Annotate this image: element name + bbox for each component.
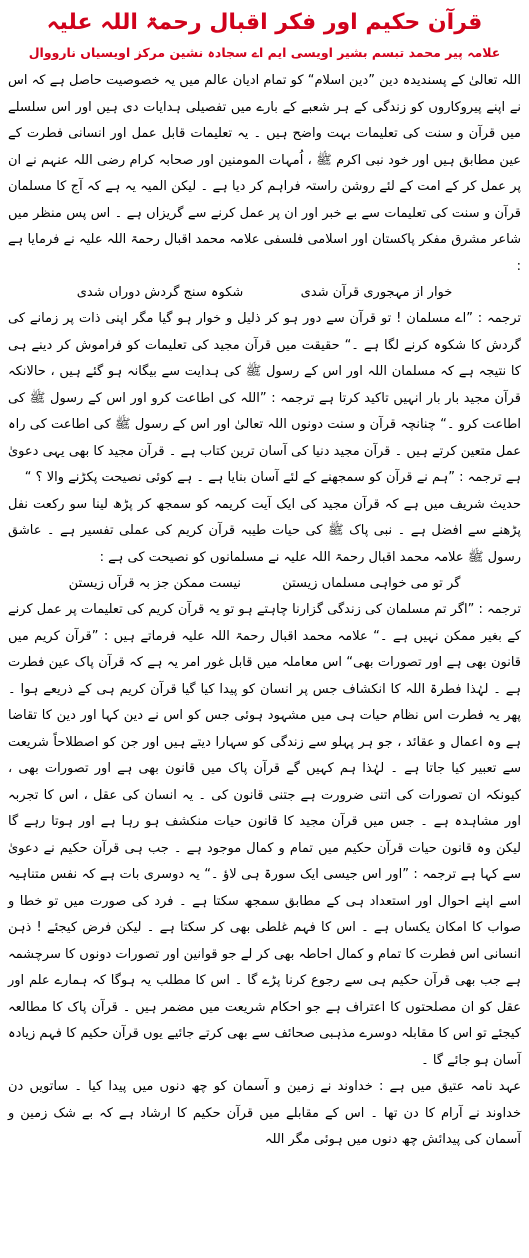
paragraph-intro: اللہ تعالیٰ کے پسندیدہ دین ”دین اسلام“ کو تمام ادیان عالم میں یہ خصوصیت حاصل ہے کہ اس نے اپنے پیروکاروں کو زندگی کے ہر شعبے کے بارے میں تفصیلی ہدایات دی ہیں اور اس سلسلے میں قرآن و سنت کی تعلیمات بہت واضح ہیں ۔ یہ تعلیمات قابل عمل اور انسانی فطرت کے عین مطابق ہیں اور خود نبی اکرم ﷺ ، اُمہات المومنین اور صحابہ کرام رضی اللہ عنہم نے ان پر عمل کر کے امت کے لئے روشن راستہ فراہم کر دیا ہے ۔ لیکن المیہ یہ ہے کہ آج کا مسلمان قرآن و سنت کی تعلیمات سے بے خبر اور ان پر عمل کرنے سے گریزاں ہے ۔ اس پس منظر میں شاعر مشرق مفکر پاکستان اور اسلامی فلسفی علامہ محمد اقبال رحمۃ اللہ علیہ نے فرمایا ہے : — [8, 73, 521, 274]
couplet-one-first-verse: خوار از مہجوری قرآن شدی — [300, 285, 453, 300]
author-byline: علامہ پیر محمد تبسم بشیر اویسی ایم اے سجادہ نشین مرکز اویسیاں نارووال — [28, 45, 501, 60]
paragraph-translation-one: ترجمہ : ”اے مسلمان ! تو قرآن سے دور ہو کر ذلیل و خوار ہو گیا مگر اپنی ذات پر زمانے کی گردش کا شکوہ کرنے لگا ہے ۔“ حقیقت میں قرآن مجید کی تعلیمات کو فراموش کر دینے ہی کا نتیجہ ہے کہ مسلمان اللہ اور اس کے رسول ﷺ کی ہدایت سے بیگانہ ہو گئے ہیں ، حالانکہ قرآن مجید بار بار انہیں تاکید کرتا ہے ترجمہ : ”اللہ کی اطاعت کرو اور اس کے رسول ﷺ کی اطاعت کرو ۔“ چنانچہ قرآن و سنت دونوں اللہ تعالیٰ اور اس کے رسول ﷺ کی اطاعت کی راہ عمل متعین کرتے ہیں ۔ قرآن مجید دنیا کی آسان ترین کتاب ہے ۔ قرآن مجید کا بھی یہی دعویٰ ہے ترجمہ : ”ہم نے قرآن کو سمجھنے کے لئے آسان بنایا ہے ۔ ہے کوئی نصیحت پکڑنے والا ؟ “ — [8, 311, 521, 485]
couplet-two-first-verse: گر تو می خواہی مسلماں زیستن — [282, 576, 461, 591]
article-title: قرآن حکیم اور فکر اقبال رحمۃ اللہ علیہ — [46, 10, 483, 35]
paragraph-hadith: حدیث شریف میں ہے کہ قرآن مجید کی ایک آیت کریمہ کو سمجھ کر پڑھ لینا سو رکعت نفل پڑھنے سے افضل ہے ۔ نبی پاک ﷺ کی حیات طیبہ قرآن کریم کی عملی تفسیر ہے ۔ عاشق رسول ﷺ علامہ محمد اقبال رحمۃ اللہ علیہ نے مسلمانوں کو نصیحت کی ہے : — [8, 496, 521, 565]
couplet-two — [8, 571, 521, 597]
couplet-one-second-verse: شکوہ سنج گردش دوراں شدی — [76, 285, 244, 300]
couplet-one — [8, 280, 521, 306]
paragraph-translation-two: ترجمہ : ”اگر تم مسلمان کی زندگی گزارنا چاہتے ہو تو یہ قرآن کریم کی تعلیمات پر عمل کرنے کے بغیر ممکن نہیں ہے ۔“ علامہ محمد اقبال رحمۃ اللہ علیہ فرماتے ہیں : ”قرآن کریم میں قانون بھی ہے اور تصورات بھی“ اس معاملہ میں قابل غور امر یہ ہے کہ قرآن پاک عین فطرت ہے ۔ لہٰذا فطرۃ اللہ کا انکشاف جس پر انسان کو پیدا کیا گیا قرآن کریم ہی کے ذریعے ہوا ۔ پھر یہ فطرت اس نظام حیات ہی میں مشہود ہوئی جس کو اس نے دین کہا اور دین کا تقاضا ہے وہ اعمال و عقائد ، جو ہر پہلو سے زندگی کو سہارا دیتے ہیں اور جن کو اصطلاحاً شریعت سے تعبیر کیا جاتا ہے ۔ لہٰذا ہم کہیں گے قرآن پاک میں قانون بھی ہے اور تصورات بھی ، کیونکہ ان تصورات کی اتنی ضرورت ہے جتنی قانون کی ۔ یہ انسان کی عقل ، اس کا تجربہ اور مشاہدہ ہے ۔ جس میں قرآن مجید کا قانون حیات منکشف ہو رہا ہے اور ہوتا رہے گا لیکن وہ قانون حیات قرآن حکیم میں تمام و کمال موجود ہے ۔ جب ہی قرآن حکیم نے دعویٰ سے کہا ہے ترجمہ : ”اور اس جیسی ایک سورۃ ہی لاؤ ۔“ یہ دوسری بات ہے کہ نفس متناہیہ اسے اپنے احوال اور استعداد ہی کے مطابق سمجھ سکتا ہے ۔ فرد کی صورت میں تو خطا و صواب کا امکان یکساں ہے ۔ اس کا فہم غلطی بھی کر سکتا ہے ۔ لیکن فرض کیجئے ! ذہن انسانی اس فطرت کا تمام و کمال احاطہ بھی کر لے جو قوانین اور تصورات دونوں کا سرچشمہ ہے جب بھی قرآن حکیم ہی سے رجوع کرنا پڑے گا ۔ اس کا مطلب یہ ہوگا کہ ہمارے علم اور عقل کو ان مصلحتوں کا اعتراف ہے جو احکام شریعت میں مضمر ہیں ۔ قرآن پاک کا مطالعہ کیجئے تو اس کا مقابلہ دوسرے مذہبی صحائف سے بھی کرتے جائیے یوں قرآن حکیم کا فہم زیادہ آسان ہو جائے گا ۔ — [8, 602, 521, 1068]
couplet-two-second-verse: نیست ممکن جز بہ قرآں زیستن — [68, 576, 242, 591]
paragraph-old-testament: عہد نامہ عتیق میں ہے : خداوند نے زمین و آسمان کو چھ دنوں میں پیدا کیا ۔ ساتویں دن خداوند نے آرام کا دن تھا ۔ اس کے مقابلے میں قرآن حکیم کا ارشاد ہے کہ بے شک زمین و آسمان کی پیدائش چھ دنوں میں ہوئی مگر اللہ — [8, 1079, 521, 1147]
